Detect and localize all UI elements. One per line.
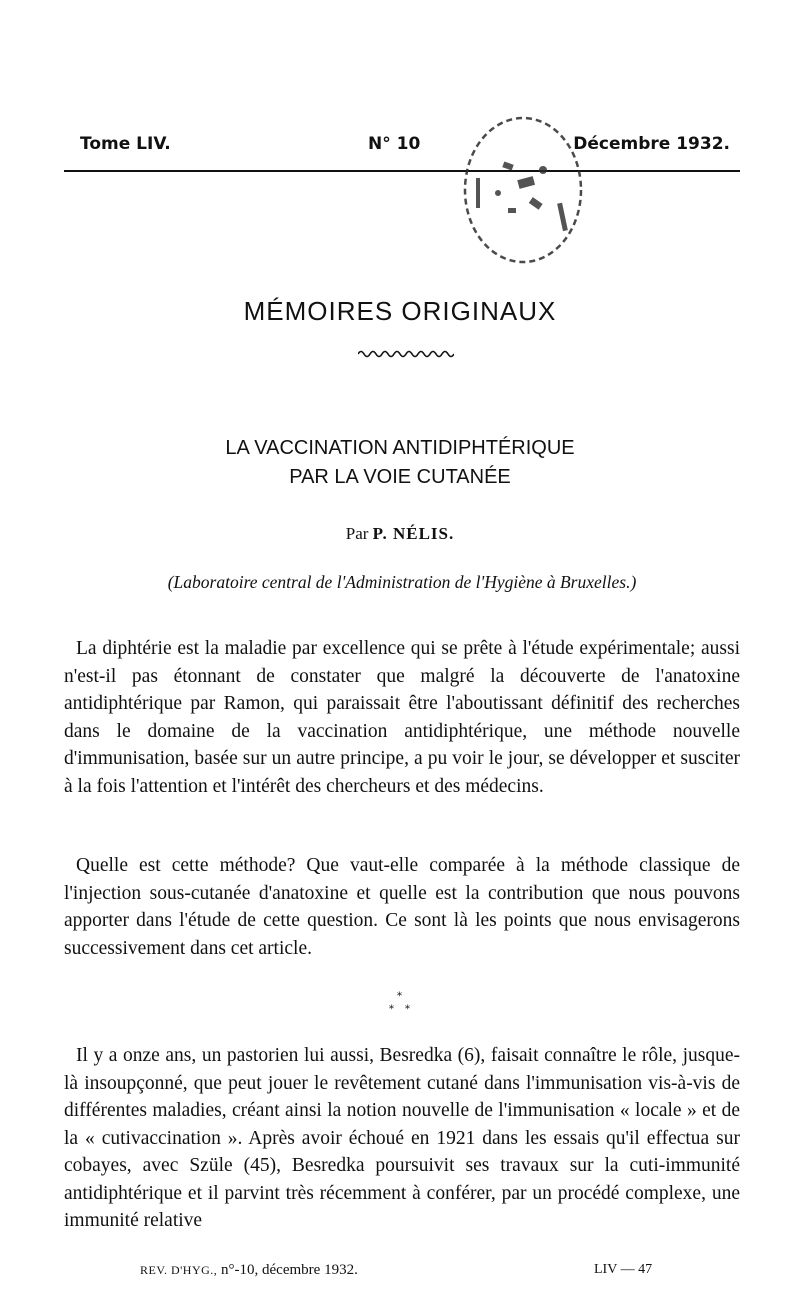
affiliation: (Laboratoire central de l'Administration de l'Hygiène à Bruxelles.) <box>167 572 637 592</box>
article-title <box>0 434 800 492</box>
paragraph: La diphtérie est la maladie par excellence qui se prête à l'étude expérimentale; aussi n'est-il pas étonnant de constater que malgré la découverte de l'anatoxine antidiphtérique par Ramon, qui paraissait être l'aboutissant définitif des recherches dans le domaine de la vaccination antidiphtérique, une méthode nouvelle d'immunisation, basée sur un autre principe, a pu voir le jour, se développer et susciter à la fois l'attention et l'intérêt des chercheurs et des médecins. <box>64 638 740 797</box>
issue-number: N° 10 <box>368 134 421 154</box>
page-number: LIV — 47 <box>594 1262 653 1277</box>
svg-text:*: * <box>389 1004 394 1014</box>
journal-reference <box>140 1262 358 1279</box>
header-rule <box>64 170 740 172</box>
article-title-line-1: LA VACCINATION ANTIDIPHTÉRIQUE <box>225 437 575 459</box>
volume-label: Tome LIV. <box>80 134 171 154</box>
svg-text:*: * <box>405 1004 410 1014</box>
byline-prefix: Par <box>345 524 369 543</box>
wavy-divider <box>358 348 454 360</box>
issue-date: Décembre 1932. <box>573 134 730 154</box>
paragraph-3-block <box>64 1042 740 1235</box>
journal-abbrev: REV. D'HYG., <box>140 1263 218 1277</box>
paragraph-1-block <box>64 635 740 800</box>
library-stamp-icon <box>448 108 598 278</box>
paragraph: Il y a onze ans, un pastorien lui aussi, Besredka (6), faisait connaître le rôle, jusque-là insoupçonné, que peut jouer le revêtement cutané dans l'immunisation vis-à-vis de différentes maladies, créant ainsi la notion nouvelle de l'immunisation « locale » et de la « cutivaccination ». Après avoir échoué en 1921 dans les essais qu'il effectua sur cobayes, avec Szüle (45), Besredka poursuivit ses travaux sur la cuti-immunité antidiphtérique et il parvint très récemment à conférer, par un procédé complexe, une immunité relative <box>64 1045 740 1231</box>
paragraph: Quelle est cette méthode? Que vaut-elle comparée à la méthode classique de l'injection sous-cutanée d'anatoxine et quelle est la contribution que nous pouvons apporter dans l'étude de cette question. Ce sont là les points que nous envisagerons successivement dans cet article. <box>64 855 740 959</box>
paragraph-2-block <box>64 852 740 962</box>
page-header <box>80 130 730 160</box>
page-footer <box>0 1262 800 1286</box>
byline <box>0 524 800 544</box>
article-title-line-2: PAR LA VOIE CUTANÉE <box>289 466 511 488</box>
section-title: MÉMOIRES ORIGINAUX <box>243 296 557 326</box>
author-name: P. NÉLIS. <box>372 524 455 543</box>
svg-text:*: * <box>397 991 402 1002</box>
journal-issue: n°-10, décembre 1932. <box>221 1262 358 1278</box>
asterism-divider <box>385 990 417 1014</box>
